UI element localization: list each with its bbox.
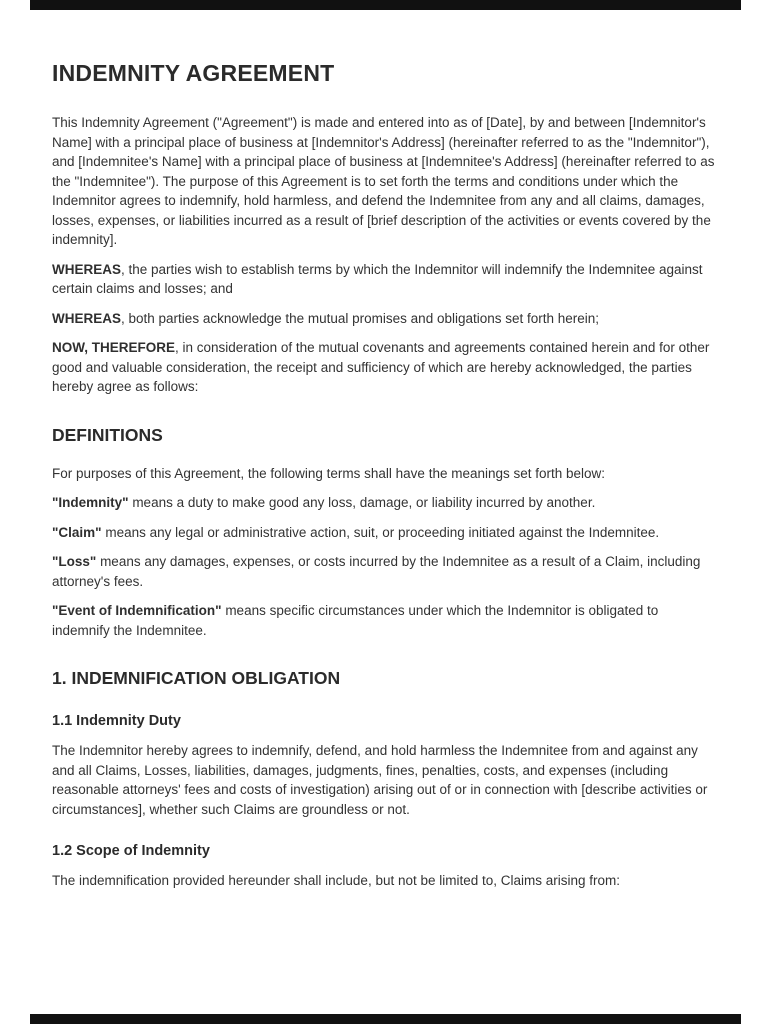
recital-paragraph [52, 309, 718, 329]
section-1-heading: 1. INDEMNIFICATION OBLIGATION [52, 668, 341, 688]
document-page [30, 10, 741, 1014]
definition-term: "Claim" [52, 524, 102, 540]
definitions-intro: For purposes of this Agreement, the following terms shall have the meanings set forth below: [52, 465, 606, 481]
recital-text: , both parties acknowledge the mutual promises and obligations set forth herein; [121, 310, 600, 326]
section-1-2-paragraph: The indemnification provided hereunder shall include, but not be limited to, Claims arising from: [52, 873, 621, 888]
definitions-heading: DEFINITIONS [52, 424, 163, 445]
document-title: INDEMNITY AGREEMENT [52, 60, 335, 86]
definition-term: "Loss" [52, 554, 97, 569]
recital-lead: WHEREAS [52, 310, 122, 326]
section-1-1-heading: 1.1 Indemnity Duty [52, 713, 181, 729]
recital-lead: NOW, THEREFORE [52, 340, 176, 355]
intro-paragraph: This Indemnity Agreement ("Agreement") is made and entered into as of [Date], by and between [Indemnitor's Name] with a principal place of business at [Indemnitor's Address] (hereinafter referred to as the "Indemnitor"), and [Indemnitee's Name] with a principal place of business at [Indemnitee's Address] (hereinafter referred to as the "Indemnitee"). The purpose of this Agreement is to set forth the terms and conditions under which the Indemnitor agrees to indemnify, hold harmless, and defend the Indemnitee from any and all claims, damages, losses, expenses, or liabilities incurred as a result of [brief description of the activities or events covered by the indemnity]. [52, 115, 715, 247]
recital-paragraph [52, 260, 718, 299]
definition-paragraph [52, 493, 718, 513]
recital-text: , the parties wish to establish terms by which the Indemnitor will indemnify the Indemnitee against certain claims and losses; and [52, 261, 703, 296]
adjacent-page-edge-bottom [30, 1014, 741, 1024]
recital-paragraph [52, 338, 718, 397]
definition-paragraph [52, 552, 718, 591]
definition-text: means any legal or administrative action, suit, or proceeding initiated against the Indemnitee. [101, 524, 660, 540]
section-1-2-heading: 1.2 Scope of Indemnity [52, 843, 210, 859]
definition-text: means specific circumstances under which the Indemnitor is obligated to indemnify the Indemnitee. [52, 603, 659, 638]
adjacent-page-edge-top [30, 0, 741, 10]
definition-paragraph [52, 523, 718, 543]
definition-term: "Indemnity" [52, 495, 129, 510]
definition-text: means a duty to make good any loss, damage, or liability incurred by another. [128, 495, 596, 510]
section-1-1-paragraph: The Indemnitor hereby agrees to indemnify, defend, and hold harmless the Indemnitee from and against any and all Claims, Losses, liabilities, damages, judgments, fines, penalties, costs, and expenses (including reasonable attorneys' fees and costs of investigation) arising out of or in connection with [describe activities or circumstances], whether such Claims are groundless or not. [52, 743, 708, 817]
recital-lead: WHEREAS [52, 261, 122, 277]
definition-text: means any damages, expenses, or costs incurred by the Indemnitee as a result of a Claim, including attorney's fees. [52, 554, 701, 589]
recital-text: , in consideration of the mutual covenants and agreements contained herein and for other good and valuable consideration, the receipt and sufficiency of which are hereby acknowledged, the parties hereby agree as follows: [52, 340, 710, 394]
definition-term: "Event of Indemnification" [52, 603, 222, 618]
definition-paragraph [52, 601, 718, 640]
